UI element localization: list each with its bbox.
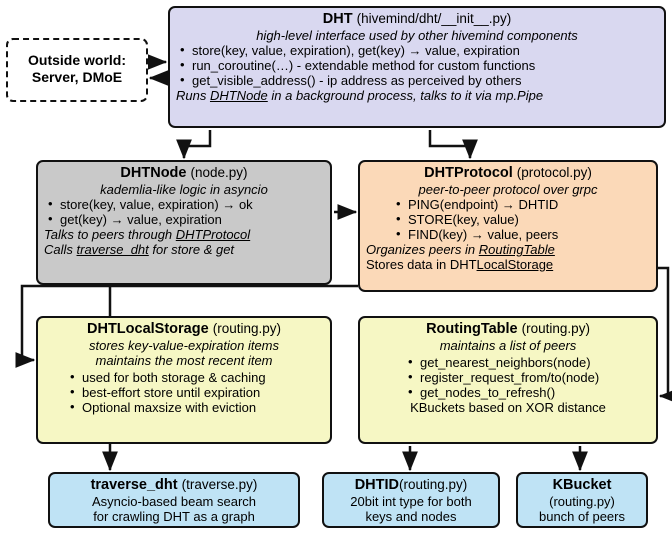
dhtnode-bullet: • get(key) → value, expiration <box>44 212 324 227</box>
traverse-dht-line-1: Asyncio-based beam search <box>91 493 257 509</box>
dhtlocalstorage-bullet: • Optional maxsize with eviction <box>66 400 324 415</box>
dhtid-line-1: 20bit int type for both <box>350 493 472 509</box>
dhtnode-title: DHTNode (node.py) <box>120 165 248 181</box>
dhtlocalstorage-box <box>36 316 332 444</box>
dht-bullet: • run_coroutine(…) - extendable method for custom functions <box>176 58 658 73</box>
kbucket-title: KBucket <box>552 477 612 493</box>
dht-title: DHT (hivemind/dht/__init__.py) <box>322 11 512 27</box>
dhtnode-footer-2: Calls traverse_dht for store & get <box>44 242 235 258</box>
routingtable-link: RoutingTable <box>478 242 555 258</box>
routingtable-title: RoutingTable (routing.py) <box>426 321 590 337</box>
dht-box <box>168 6 666 128</box>
outside-world-line2: Server, DMoE <box>31 69 123 86</box>
kbucket-module: (routing.py) <box>549 493 615 509</box>
dhtprotocol-footer-1: Organizes peers in RoutingTable <box>366 242 555 258</box>
kbucket-line-1: bunch of peers <box>538 508 625 524</box>
dhtlocalstorage-subtitle-2: maintains the most recent item <box>95 352 273 368</box>
dhtprotocol-box <box>358 160 658 292</box>
dht-subtitle: high-level interface used by other hivemind components <box>256 27 578 43</box>
dht-bullets <box>176 43 658 88</box>
dhtnode-bullets <box>44 197 324 227</box>
dhtprotocol-subtitle: peer-to-peer protocol over grpc <box>418 181 598 197</box>
dhtlocalstorage-bullets <box>44 370 324 415</box>
dht-footer: Runs DHTNode in a background process, talks to it via mp.Pipe <box>176 88 544 104</box>
routingtable-bullets <box>366 355 650 400</box>
localstorage-link: LocalStorage <box>476 257 554 273</box>
dhtlocalstorage-title: DHTLocalStorage (routing.py) <box>87 321 281 337</box>
dhtnode-bullet: • store(key, value, expiration) → ok <box>44 197 324 212</box>
dhtlocalstorage-bullet: • best-effort store until expiration <box>66 385 324 400</box>
dhtnode-link: DHTNode <box>209 88 268 104</box>
traverse-dht-link: traverse_dht <box>76 242 149 258</box>
dhtnode-footer-1: Talks to peers through DHTProtocol <box>44 227 251 243</box>
routingtable-subtitle: maintains a list of peers <box>439 337 577 353</box>
routingtable-bullet: • register_request_from/to(node) <box>404 370 650 385</box>
traverse-dht-box <box>48 472 300 528</box>
dhtprotocol-bullet: • PING(endpoint) → DHTID <box>392 197 650 212</box>
outside-world-line1: Outside world: <box>28 52 126 68</box>
dhtlocalstorage-bullet: • used for both storage & caching <box>66 370 324 385</box>
dht-bullet: • store(key, value, expiration), get(key) → value, expiration <box>176 43 658 58</box>
routingtable-bullet: • get_nearest_neighbors(node) <box>404 355 650 370</box>
routingtable-footer: KBuckets based on XOR distance <box>410 400 606 416</box>
kbucket-box <box>516 472 648 528</box>
dhtid-box <box>322 472 500 528</box>
dhtprotocol-bullet: • STORE(key, value) <box>392 212 650 227</box>
dhtid-line-2: keys and nodes <box>365 508 457 524</box>
dhtnode-subtitle: kademlia-like logic in asyncio <box>100 181 268 197</box>
dhtprotocol-bullets <box>366 197 650 242</box>
dhtprotocol-bullet: • FIND(key) → value, peers <box>392 227 650 242</box>
dht-bullet: • get_visible_address() - ip address as perceived by others <box>176 73 658 88</box>
routingtable-box <box>358 316 658 444</box>
dhtlocalstorage-subtitle-1: stores key-value-expiration items <box>88 337 280 353</box>
traverse-dht-line-2: for crawling DHT as a graph <box>93 508 255 524</box>
routingtable-bullet: • get_nodes_to_refresh() <box>404 385 650 400</box>
dhtid-title: DHTID(routing.py) <box>354 477 468 493</box>
dhtprotocol-title: DHTProtocol (protocol.py) <box>424 165 592 181</box>
dhtprotocol-link: DHTProtocol <box>175 227 251 243</box>
traverse-dht-title: traverse_dht (traverse.py) <box>90 477 258 493</box>
dhtprotocol-footer-2: Stores data in DHTLocalStorage <box>366 257 554 273</box>
dhtnode-box <box>36 160 332 285</box>
outside-world-box <box>6 38 148 102</box>
